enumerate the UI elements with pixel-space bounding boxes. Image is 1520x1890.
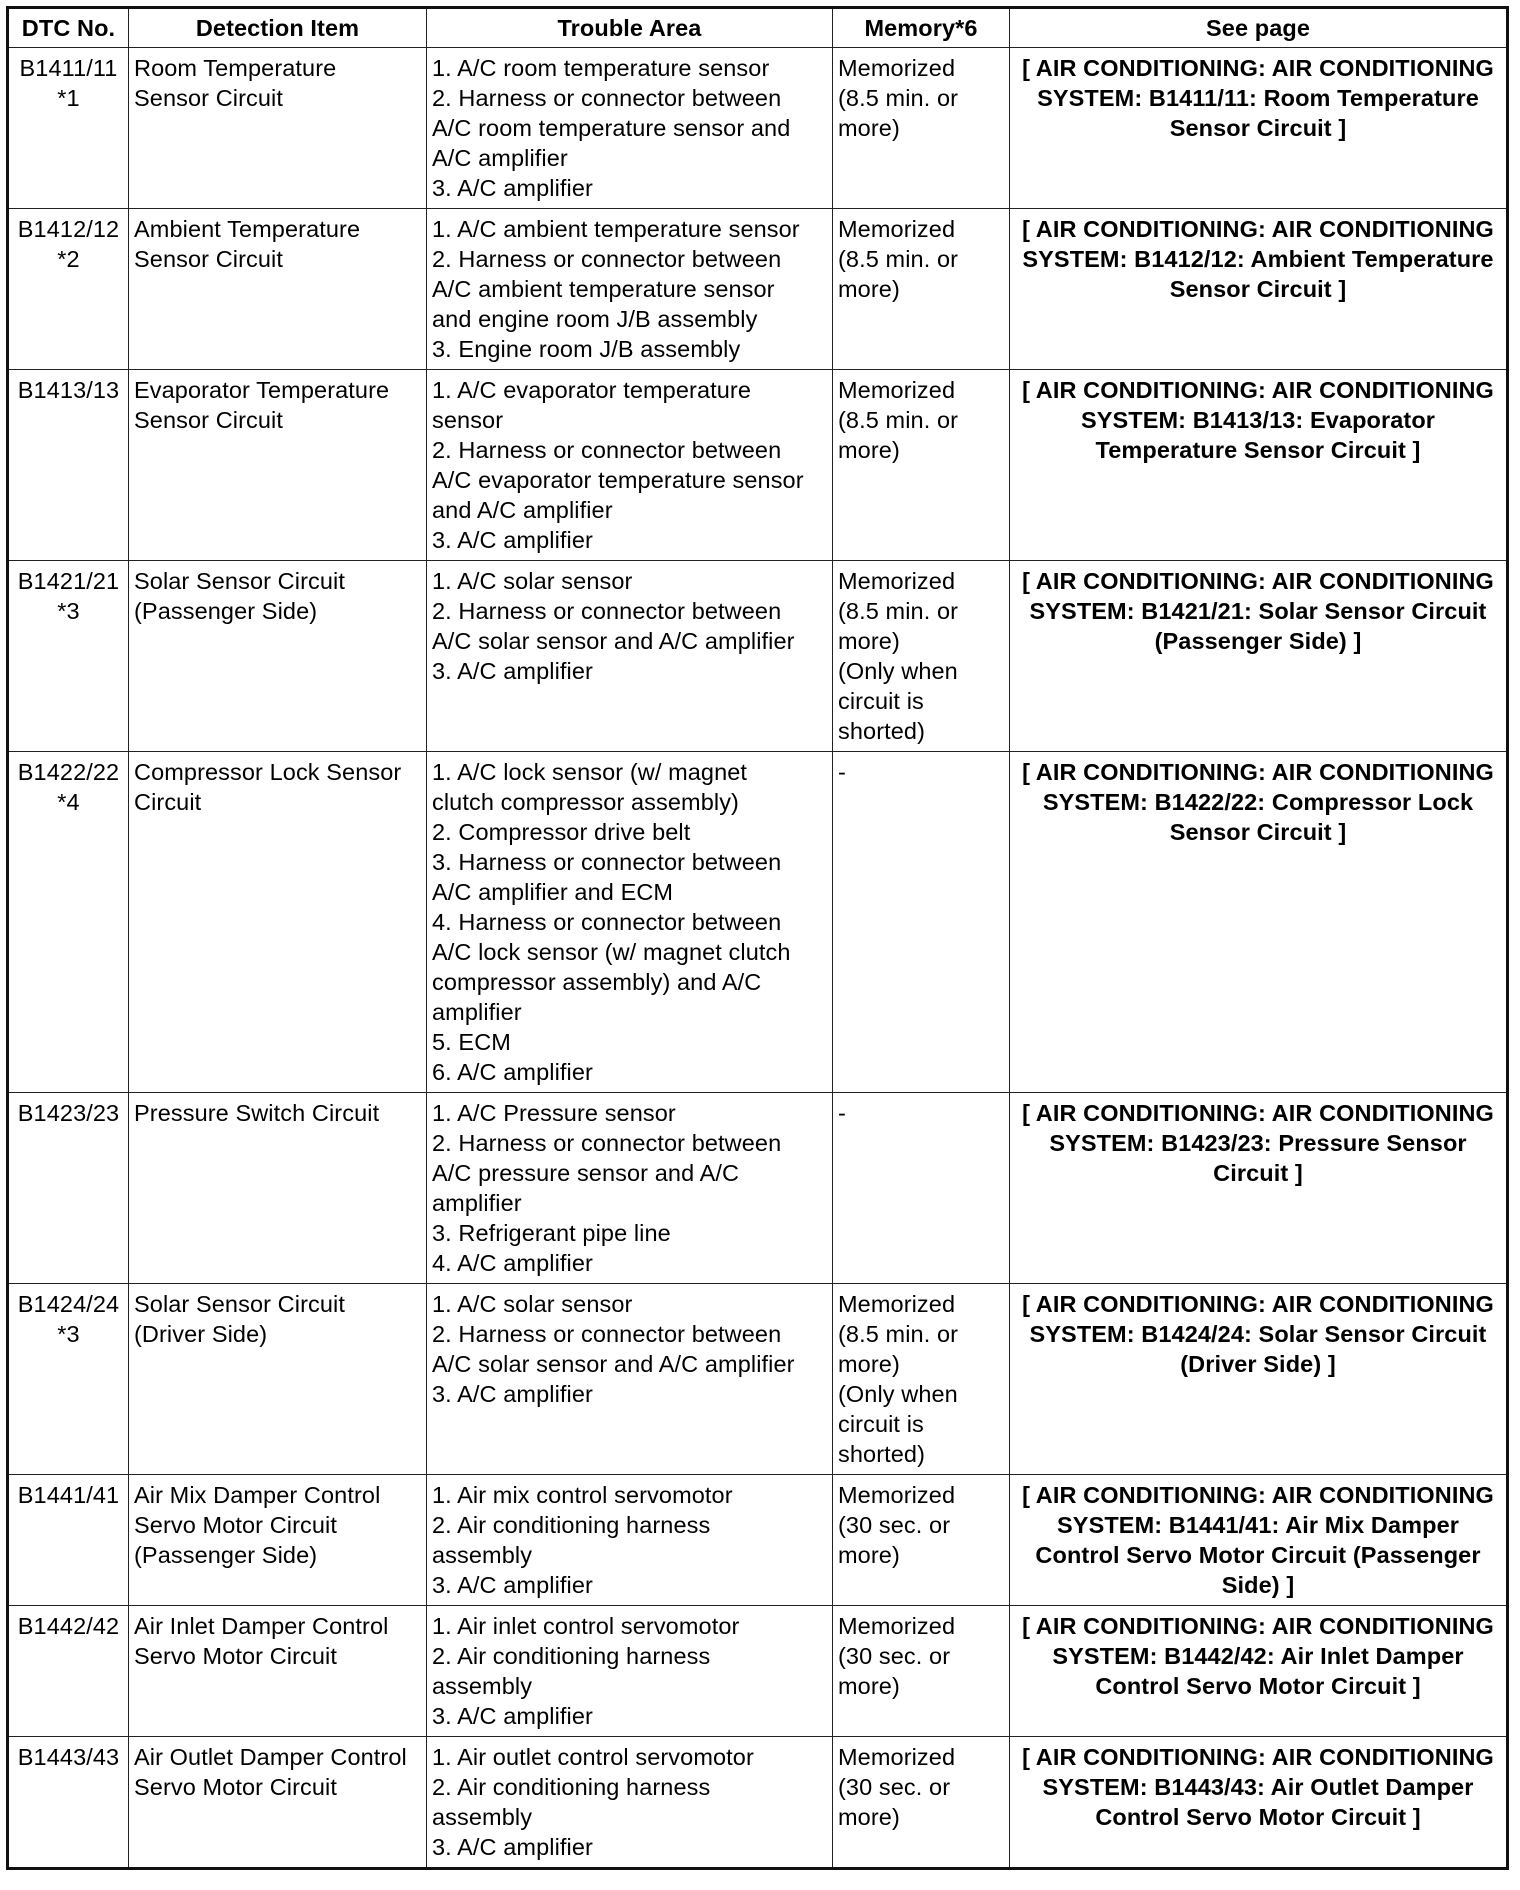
trouble-area-text: clutch compressor assembly)	[432, 789, 739, 815]
detection-item-text: Sensor Circuit	[134, 85, 283, 111]
table-row	[8, 1093, 1508, 1284]
memory-text: (8.5 min. or	[838, 407, 959, 433]
detection-item-text: Evaporator Temperature	[134, 377, 390, 403]
trouble-area-text: A/C pressure sensor and A/C	[432, 1160, 740, 1186]
memory-text: -	[838, 1100, 846, 1126]
trouble-area-text: 3. Refrigerant pipe line	[432, 1220, 671, 1246]
dtc-no-text: *3	[57, 598, 80, 624]
dtc-no-cell	[8, 1284, 129, 1475]
memory-text: shorted)	[838, 718, 926, 744]
detection-item-cell	[129, 48, 427, 209]
detection-item-text: Air Mix Damper Control	[134, 1482, 381, 1508]
see-page-cell	[1010, 48, 1508, 209]
memory-cell	[833, 1737, 1010, 1869]
memory-text: more)	[838, 276, 900, 302]
trouble-area-text: 3. A/C amplifier	[432, 1703, 593, 1729]
see-page-cell	[1010, 752, 1508, 1093]
detection-item-text: (Passenger Side)	[134, 598, 318, 624]
memory-cell	[833, 561, 1010, 752]
trouble-area-cell	[427, 1475, 833, 1606]
trouble-area-cell	[427, 752, 833, 1093]
detection-item-text: Pressure Switch Circuit	[134, 1100, 380, 1126]
memory-text: (Only when	[838, 1381, 958, 1407]
trouble-area-text: 1. A/C ambient temperature sensor	[432, 216, 800, 242]
memory-text: more)	[838, 628, 900, 654]
trouble-area-text: 1. Air mix control servomotor	[432, 1482, 733, 1508]
table-row	[8, 1475, 1508, 1606]
dtc-no-text: *4	[57, 789, 80, 815]
memory-text: (30 sec. or	[838, 1512, 951, 1538]
trouble-area-text: sensor	[432, 407, 504, 433]
see-page-link[interactable]: [ AIR CONDITIONING: AIR CONDITIONING SYSTEM: B1423/23: Pressure Sensor Circuit ]	[1022, 1100, 1494, 1186]
memory-text: (8.5 min. or	[838, 246, 959, 272]
trouble-area-text: 2. Compressor drive belt	[432, 819, 691, 845]
table-row	[8, 209, 1508, 370]
memory-text: more)	[838, 1673, 900, 1699]
trouble-area-text: 4. A/C amplifier	[432, 1250, 593, 1276]
header-detection-item: Detection Item	[129, 8, 427, 48]
header-trouble-area: Trouble Area	[427, 8, 833, 48]
trouble-area-cell	[427, 1093, 833, 1284]
memory-text: -	[838, 759, 846, 785]
dtc-no-text: *2	[57, 246, 80, 272]
memory-text: more)	[838, 1804, 900, 1830]
trouble-area-cell	[427, 1737, 833, 1869]
trouble-area-text: 2. Air conditioning harness	[432, 1643, 711, 1669]
memory-cell	[833, 752, 1010, 1093]
memory-text: Memorized	[838, 377, 956, 403]
memory-text: more)	[838, 437, 900, 463]
detection-item-cell	[129, 1093, 427, 1284]
detection-item-text: (Passenger Side)	[134, 1542, 318, 1568]
detection-item-cell	[129, 370, 427, 561]
trouble-area-text: A/C ambient temperature sensor	[432, 276, 775, 302]
dtc-no-text: B1443/43	[17, 1744, 120, 1770]
memory-text: shorted)	[838, 1441, 926, 1467]
dtc-no-text: B1421/21	[17, 568, 120, 594]
memory-cell	[833, 1606, 1010, 1737]
memory-text: more)	[838, 1542, 900, 1568]
trouble-area-text: and A/C amplifier	[432, 497, 613, 523]
trouble-area-text: A/C amplifier	[432, 145, 568, 171]
detection-item-text: Room Temperature	[134, 55, 337, 81]
trouble-area-text: 2. Air conditioning harness	[432, 1512, 711, 1538]
trouble-area-text: 1. A/C lock sensor (w/ magnet	[432, 759, 748, 785]
dtc-no-cell	[8, 752, 129, 1093]
memory-text: Memorized	[838, 216, 956, 242]
detection-item-text: Circuit	[134, 789, 202, 815]
trouble-area-text: A/C amplifier and ECM	[432, 879, 674, 905]
trouble-area-text: 5. ECM	[432, 1029, 511, 1055]
see-page-cell	[1010, 370, 1508, 561]
memory-text: Memorized	[838, 1482, 956, 1508]
detection-item-text: Solar Sensor Circuit	[134, 1291, 345, 1317]
dtc-no-text: B1423/23	[17, 1100, 120, 1126]
trouble-area-cell	[427, 561, 833, 752]
trouble-area-text: A/C evaporator temperature sensor	[432, 467, 804, 493]
detection-item-text: Servo Motor Circuit	[134, 1774, 338, 1800]
memory-text: (30 sec. or	[838, 1774, 951, 1800]
dtc-no-cell	[8, 370, 129, 561]
trouble-area-text: A/C room temperature sensor and	[432, 115, 791, 141]
memory-text: Memorized	[838, 1744, 956, 1770]
trouble-area-text: amplifier	[432, 999, 522, 1025]
memory-text: (8.5 min. or	[838, 1321, 959, 1347]
dtc-no-text: *1	[57, 85, 80, 111]
memory-text: (30 sec. or	[838, 1643, 951, 1669]
detection-item-cell	[129, 1606, 427, 1737]
table-row	[8, 752, 1508, 1093]
trouble-area-text: 3. A/C amplifier	[432, 658, 593, 684]
dtc-no-cell	[8, 1606, 129, 1737]
memory-text: Memorized	[838, 1613, 956, 1639]
dtc-no-cell	[8, 209, 129, 370]
memory-text: more)	[838, 1351, 900, 1377]
detection-item-text: Sensor Circuit	[134, 407, 283, 433]
see-page-link[interactable]: [ AIR CONDITIONING: AIR CONDITIONING SYSTEM: B1421/21: Solar Sensor Circuit (Passenger Side) ]	[1022, 568, 1494, 654]
trouble-area-text: 2. Harness or connector between	[432, 1321, 782, 1347]
trouble-area-text: 1. A/C Pressure sensor	[432, 1100, 676, 1126]
trouble-area-cell	[427, 209, 833, 370]
memory-cell	[833, 48, 1010, 209]
header-memory: Memory*6	[833, 8, 1010, 48]
detection-item-cell	[129, 561, 427, 752]
dtc-no-text: B1442/42	[17, 1613, 120, 1639]
detection-item-cell	[129, 752, 427, 1093]
detection-item-text: (Driver Side)	[134, 1321, 268, 1347]
see-page-cell	[1010, 1737, 1508, 1869]
memory-text: (8.5 min. or	[838, 85, 959, 111]
detection-item-text: Air Inlet Damper Control	[134, 1613, 389, 1639]
see-page-link[interactable]: [ AIR CONDITIONING: AIR CONDITIONING SYSTEM: B1442/42: Air Inlet Damper Control Servo Motor Circuit ]	[1022, 1613, 1494, 1699]
see-page-link[interactable]: [ AIR CONDITIONING: AIR CONDITIONING SYSTEM: B1412/12: Ambient Temperature Sensor Circuit ]	[1022, 216, 1494, 302]
trouble-area-text: A/C lock sensor (w/ magnet clutch	[432, 939, 791, 965]
trouble-area-text: 3. A/C amplifier	[432, 1572, 593, 1598]
see-page-link[interactable]: [ AIR CONDITIONING: AIR CONDITIONING SYSTEM: B1424/24: Solar Sensor Circuit (Driver Side) ]	[1022, 1291, 1494, 1377]
see-page-cell	[1010, 1284, 1508, 1475]
trouble-area-text: 2. Harness or connector between	[432, 246, 782, 272]
trouble-area-text: 1. A/C room temperature sensor	[432, 55, 770, 81]
detection-item-text: Air Outlet Damper Control	[134, 1744, 407, 1770]
trouble-area-text: 3. A/C amplifier	[432, 175, 593, 201]
trouble-area-text: 2. Harness or connector between	[432, 1130, 782, 1156]
see-page-link[interactable]: [ AIR CONDITIONING: AIR CONDITIONING SYSTEM: B1441/41: Air Mix Damper Control Servo Motor Circuit (Passenger Side) ]	[1022, 1482, 1494, 1598]
trouble-area-text: 2. Harness or connector between	[432, 85, 782, 111]
trouble-area-text: 2. Harness or connector between	[432, 598, 782, 624]
see-page-link[interactable]: [ AIR CONDITIONING: AIR CONDITIONING SYSTEM: B1422/22: Compressor Lock Sensor Circuit ]	[1022, 759, 1494, 845]
see-page-cell	[1010, 209, 1508, 370]
trouble-area-text: 1. A/C solar sensor	[432, 1291, 633, 1317]
memory-text: (Only when	[838, 658, 958, 684]
dtc-table	[6, 6, 1509, 1870]
trouble-area-text: A/C solar sensor and A/C amplifier	[432, 628, 795, 654]
trouble-area-text: assembly	[432, 1804, 533, 1830]
dtc-no-text: B1441/41	[17, 1482, 120, 1508]
trouble-area-text: 4. Harness or connector between	[432, 909, 782, 935]
see-page-cell	[1010, 561, 1508, 752]
detection-item-text: Compressor Lock Sensor	[134, 759, 402, 785]
memory-cell	[833, 1284, 1010, 1475]
header-see-page: See page	[1010, 8, 1508, 48]
detection-item-cell	[129, 209, 427, 370]
detection-item-text: Ambient Temperature	[134, 216, 361, 242]
dtc-no-cell	[8, 1737, 129, 1869]
dtc-no-text: *3	[57, 1321, 80, 1347]
trouble-area-text: 1. A/C evaporator temperature	[432, 377, 752, 403]
dtc-no-text: B1422/22	[17, 759, 120, 785]
dtc-no-cell	[8, 1093, 129, 1284]
memory-text: Memorized	[838, 1291, 956, 1317]
dtc-no-text: B1413/13	[17, 377, 120, 403]
table-row	[8, 1284, 1508, 1475]
see-page-cell	[1010, 1093, 1508, 1284]
trouble-area-text: 2. Harness or connector between	[432, 437, 782, 463]
trouble-area-cell	[427, 1606, 833, 1737]
memory-text: circuit is	[838, 1411, 924, 1437]
detection-item-text: Servo Motor Circuit	[134, 1512, 338, 1538]
dtc-table-container	[6, 6, 1506, 1870]
trouble-area-cell	[427, 370, 833, 561]
trouble-area-text: assembly	[432, 1542, 533, 1568]
table-row	[8, 1737, 1508, 1869]
trouble-area-text: assembly	[432, 1673, 533, 1699]
trouble-area-text: and engine room J/B assembly	[432, 306, 758, 332]
table-row	[8, 1606, 1508, 1737]
detection-item-text: Solar Sensor Circuit	[134, 568, 345, 594]
see-page-link[interactable]: [ AIR CONDITIONING: AIR CONDITIONING SYSTEM: B1411/11: Room Temperature Sensor Circuit ]	[1022, 55, 1494, 141]
trouble-area-cell	[427, 1284, 833, 1475]
dtc-no-text: B1412/12	[17, 216, 120, 242]
table-header-row	[8, 8, 1508, 48]
memory-text: circuit is	[838, 688, 924, 714]
see-page-link[interactable]: [ AIR CONDITIONING: AIR CONDITIONING SYSTEM: B1413/13: Evaporator Temperature Sensor Circuit ]	[1022, 377, 1494, 463]
memory-cell	[833, 370, 1010, 561]
table-body	[8, 48, 1508, 1869]
trouble-area-text: 6. A/C amplifier	[432, 1059, 593, 1085]
dtc-no-cell	[8, 1475, 129, 1606]
header-dtc-no: DTC No.	[8, 8, 129, 48]
memory-text: Memorized	[838, 55, 956, 81]
memory-text: more)	[838, 115, 900, 141]
trouble-area-text: amplifier	[432, 1190, 522, 1216]
dtc-no-cell	[8, 48, 129, 209]
trouble-area-text: 3. Harness or connector between	[432, 849, 782, 875]
see-page-cell	[1010, 1475, 1508, 1606]
dtc-no-text: B1424/24	[17, 1291, 120, 1317]
table-row	[8, 370, 1508, 561]
memory-cell	[833, 209, 1010, 370]
trouble-area-cell	[427, 48, 833, 209]
memory-cell	[833, 1475, 1010, 1606]
trouble-area-text: A/C solar sensor and A/C amplifier	[432, 1351, 795, 1377]
see-page-link[interactable]: [ AIR CONDITIONING: AIR CONDITIONING SYSTEM: B1443/43: Air Outlet Damper Control Servo Motor Circuit ]	[1022, 1744, 1494, 1830]
trouble-area-text: 3. A/C amplifier	[432, 1834, 593, 1860]
memory-text: Memorized	[838, 568, 956, 594]
detection-item-cell	[129, 1284, 427, 1475]
trouble-area-text: 3. A/C amplifier	[432, 1381, 593, 1407]
detection-item-cell	[129, 1737, 427, 1869]
memory-cell	[833, 1093, 1010, 1284]
trouble-area-text: compressor assembly) and A/C	[432, 969, 762, 995]
trouble-area-text: 1. Air outlet control servomotor	[432, 1744, 754, 1770]
trouble-area-text: 3. Engine room J/B assembly	[432, 336, 741, 362]
see-page-cell	[1010, 1606, 1508, 1737]
trouble-area-text: 1. Air inlet control servomotor	[432, 1613, 740, 1639]
dtc-no-text: B1411/11	[19, 55, 118, 81]
dtc-no-cell	[8, 561, 129, 752]
trouble-area-text: 1. A/C solar sensor	[432, 568, 633, 594]
memory-text: (8.5 min. or	[838, 598, 959, 624]
detection-item-text: Servo Motor Circuit	[134, 1643, 338, 1669]
trouble-area-text: 2. Air conditioning harness	[432, 1774, 711, 1800]
detection-item-text: Sensor Circuit	[134, 246, 283, 272]
trouble-area-text: 3. A/C amplifier	[432, 527, 593, 553]
detection-item-cell	[129, 1475, 427, 1606]
table-row	[8, 561, 1508, 752]
table-row	[8, 48, 1508, 209]
